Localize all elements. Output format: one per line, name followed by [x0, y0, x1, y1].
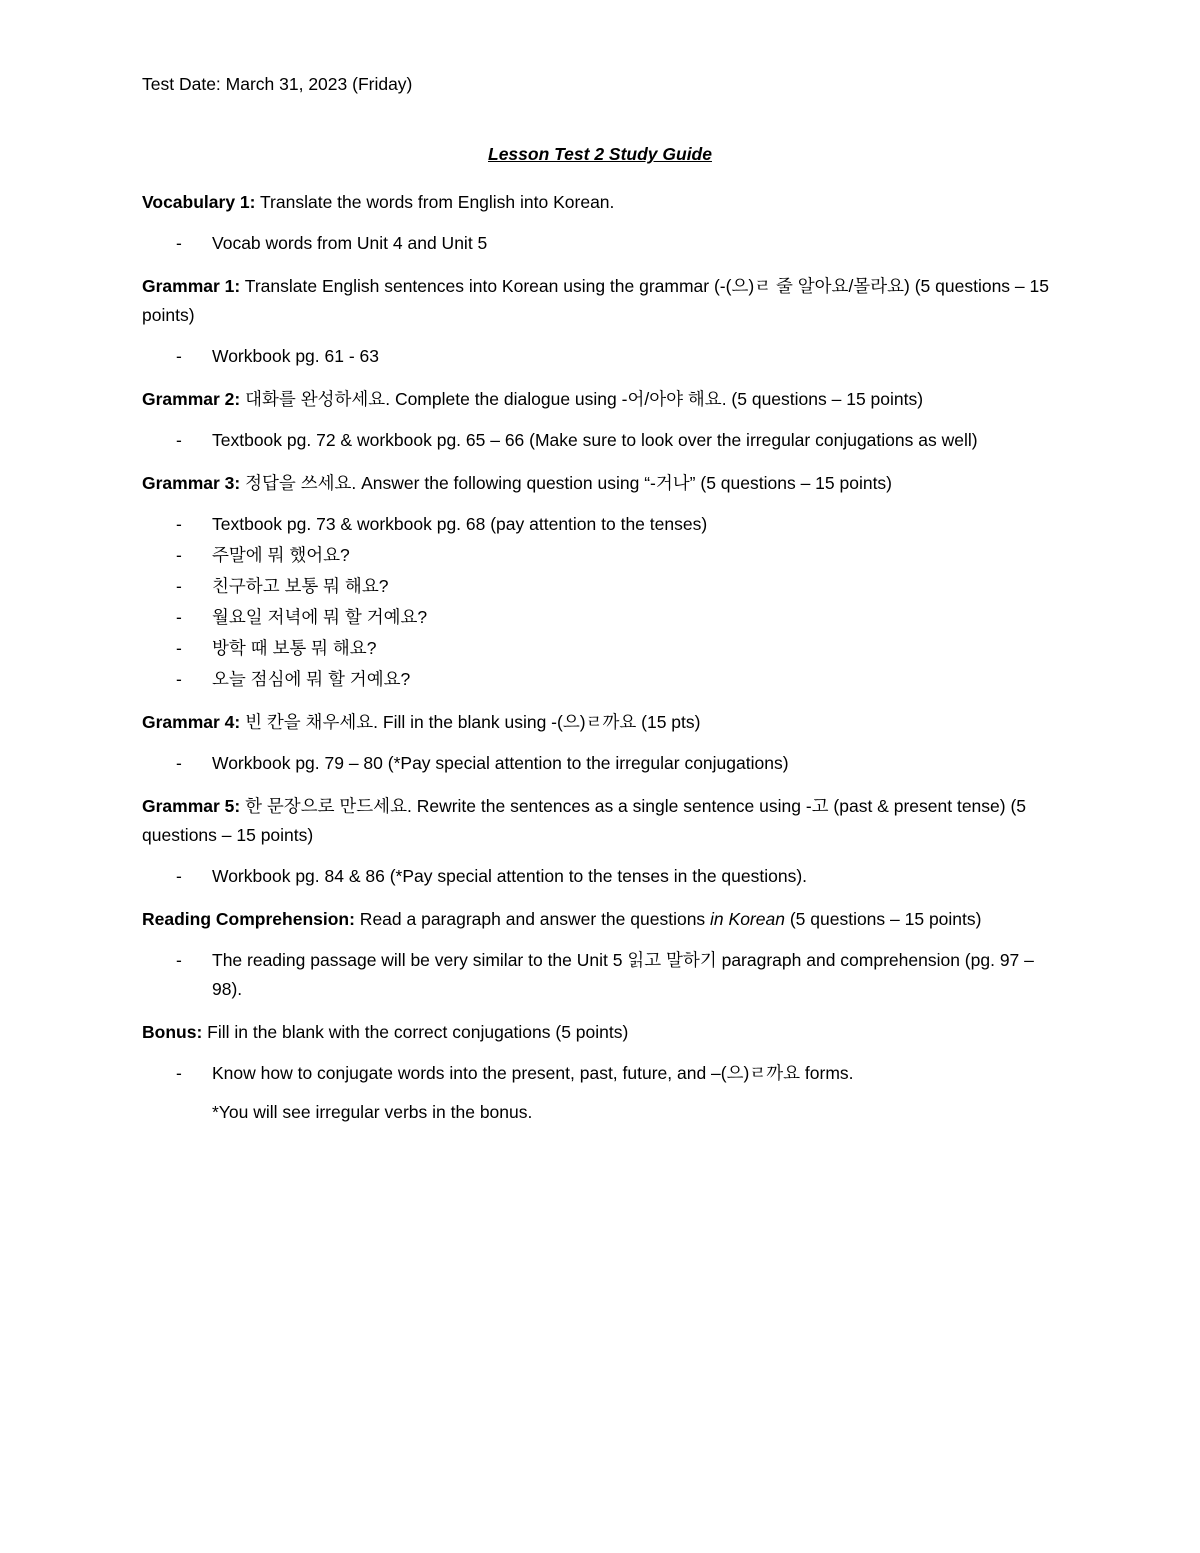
bullet-dash: - [176, 430, 182, 450]
section-label: Grammar 3: [142, 473, 241, 493]
bullet-text: Textbook pg. 72 & workbook pg. 65 – 66 (Make sure to look over the irregular conjugations as well) [212, 430, 978, 450]
section-label: Grammar 5: [142, 796, 241, 816]
bullet-list [142, 229, 1057, 258]
bullet-item [142, 862, 1057, 891]
bullet-item [142, 603, 1057, 632]
bullet-list [142, 510, 1057, 694]
section-text-after: (5 questions – 15 points) [784, 909, 982, 929]
bullet-dash: - [176, 545, 182, 565]
section-paragraph [142, 1018, 1057, 1047]
section-reading-comprehension [142, 905, 1057, 1004]
bullet-dash: - [176, 514, 182, 534]
bullet-dash: - [176, 753, 182, 773]
section-text-italic: in Korean [710, 909, 785, 929]
bullet-item [142, 510, 1057, 539]
bullet-dash: - [176, 346, 182, 366]
bullet-item [142, 1059, 1057, 1088]
test-date: Test Date: March 31, 2023 (Friday) [142, 74, 413, 94]
section-grammar-4 [142, 708, 1057, 778]
bullet-dash: - [176, 638, 182, 658]
section-text: Fill in the blank with the correct conjugations (5 points) [202, 1022, 629, 1042]
bullet-item [142, 665, 1057, 694]
bonus-note: *You will see irregular verbs in the bonus. [212, 1102, 533, 1122]
section-text: Translate English sentences into Korean using the grammar (-(으)ㄹ 줄 알아요/몰라요) (5 questions – 15 points) [142, 276, 1049, 325]
section-paragraph [142, 708, 1057, 737]
section-label: Grammar 1: [142, 276, 241, 296]
bullet-dash: - [176, 866, 182, 886]
bullet-item [142, 572, 1057, 601]
bullet-item [142, 342, 1057, 371]
bullet-item [142, 634, 1057, 663]
section-label: Grammar 2: [142, 389, 241, 409]
section-text: 빈 칸을 채우세요. Fill in the blank using -(으)ㄹ까요 (15 pts) [240, 712, 701, 732]
section-paragraph [142, 469, 1057, 498]
bullet-text: Textbook pg. 73 & workbook pg. 68 (pay attention to the tenses) [212, 514, 708, 534]
section-text: Translate the words from English into Korean. [255, 192, 615, 212]
bullet-dash: - [176, 607, 182, 627]
section-paragraph [142, 792, 1057, 850]
section-grammar-2 [142, 385, 1057, 455]
bullet-list [142, 862, 1057, 891]
section-label: Reading Comprehension: [142, 909, 355, 929]
section-text: 한 문장으로 만드세요. Rewrite the sentences as a single sentence using -고 (past & present tense) (5 questions – 15 points) [142, 796, 1027, 845]
sections-container [142, 188, 1057, 891]
document-title: Lesson Test 2 Study Guide [488, 144, 712, 164]
section-text: 대화를 완성하세요. Complete the dialogue using -어/아야 해요. (5 questions – 15 points) [240, 389, 924, 409]
section-paragraph [142, 385, 1057, 414]
bullet-item [142, 426, 1057, 455]
bullet-list [142, 749, 1057, 778]
bullet-text: The reading passage will be very similar to the Unit 5 읽고 말하기 paragraph and comprehension (pg. 97 – 98). [212, 950, 1034, 999]
bullet-text: 주말에 뭐 했어요? [212, 545, 350, 565]
bullet-text: Workbook pg. 61 - 63 [212, 346, 379, 366]
section-bonus [142, 1018, 1057, 1127]
section-paragraph [142, 905, 1057, 934]
bullet-text: Workbook pg. 79 – 80 (*Pay special attention to the irregular conjugations) [212, 753, 789, 773]
section-grammar-5 [142, 792, 1057, 891]
bullet-item [142, 541, 1057, 570]
bullet-text: Vocab words from Unit 4 and Unit 5 [212, 233, 488, 253]
section-label: Grammar 4: [142, 712, 241, 732]
bullet-dash: - [176, 576, 182, 596]
bullet-dash: - [176, 950, 182, 970]
bullet-dash: - [176, 669, 182, 689]
bullet-list [142, 342, 1057, 371]
bullet-text: Know how to conjugate words into the present, past, future, and –(으)ㄹ까요 forms. [212, 1063, 854, 1083]
bullet-dash: - [176, 233, 182, 253]
bullet-text: 월요일 저녁에 뭐 할 거예요? [212, 607, 428, 627]
bullet-item [142, 749, 1057, 778]
bullet-item [142, 229, 1057, 258]
section-label: Vocabulary 1: [142, 192, 256, 212]
section-label: Bonus: [142, 1022, 203, 1042]
section-text: Read a paragraph and answer the questions [354, 909, 711, 929]
study-guide-content [142, 188, 1057, 1141]
section-paragraph [142, 272, 1057, 330]
section-grammar-3 [142, 469, 1057, 694]
bullet-text: Workbook pg. 84 & 86 (*Pay special attention to the tenses in the questions). [212, 866, 808, 886]
bullet-list [142, 426, 1057, 455]
section-grammar-1 [142, 272, 1057, 371]
bullet-dash: - [176, 1063, 182, 1083]
section-paragraph [142, 188, 1057, 217]
bullet-list [142, 1059, 1057, 1088]
section-text: 정답을 쓰세요. Answer the following question using “-거나” (5 questions – 15 points) [240, 473, 893, 493]
bullet-text: 오늘 점심에 뭐 할 거예요? [212, 669, 411, 689]
bullet-list [142, 946, 1057, 1004]
bullet-text: 친구하고 보통 뭐 해요? [212, 576, 389, 596]
bullet-item [142, 946, 1057, 1004]
section-vocabulary-1 [142, 188, 1057, 258]
bullet-text: 방학 때 보통 뭐 해요? [212, 638, 377, 658]
